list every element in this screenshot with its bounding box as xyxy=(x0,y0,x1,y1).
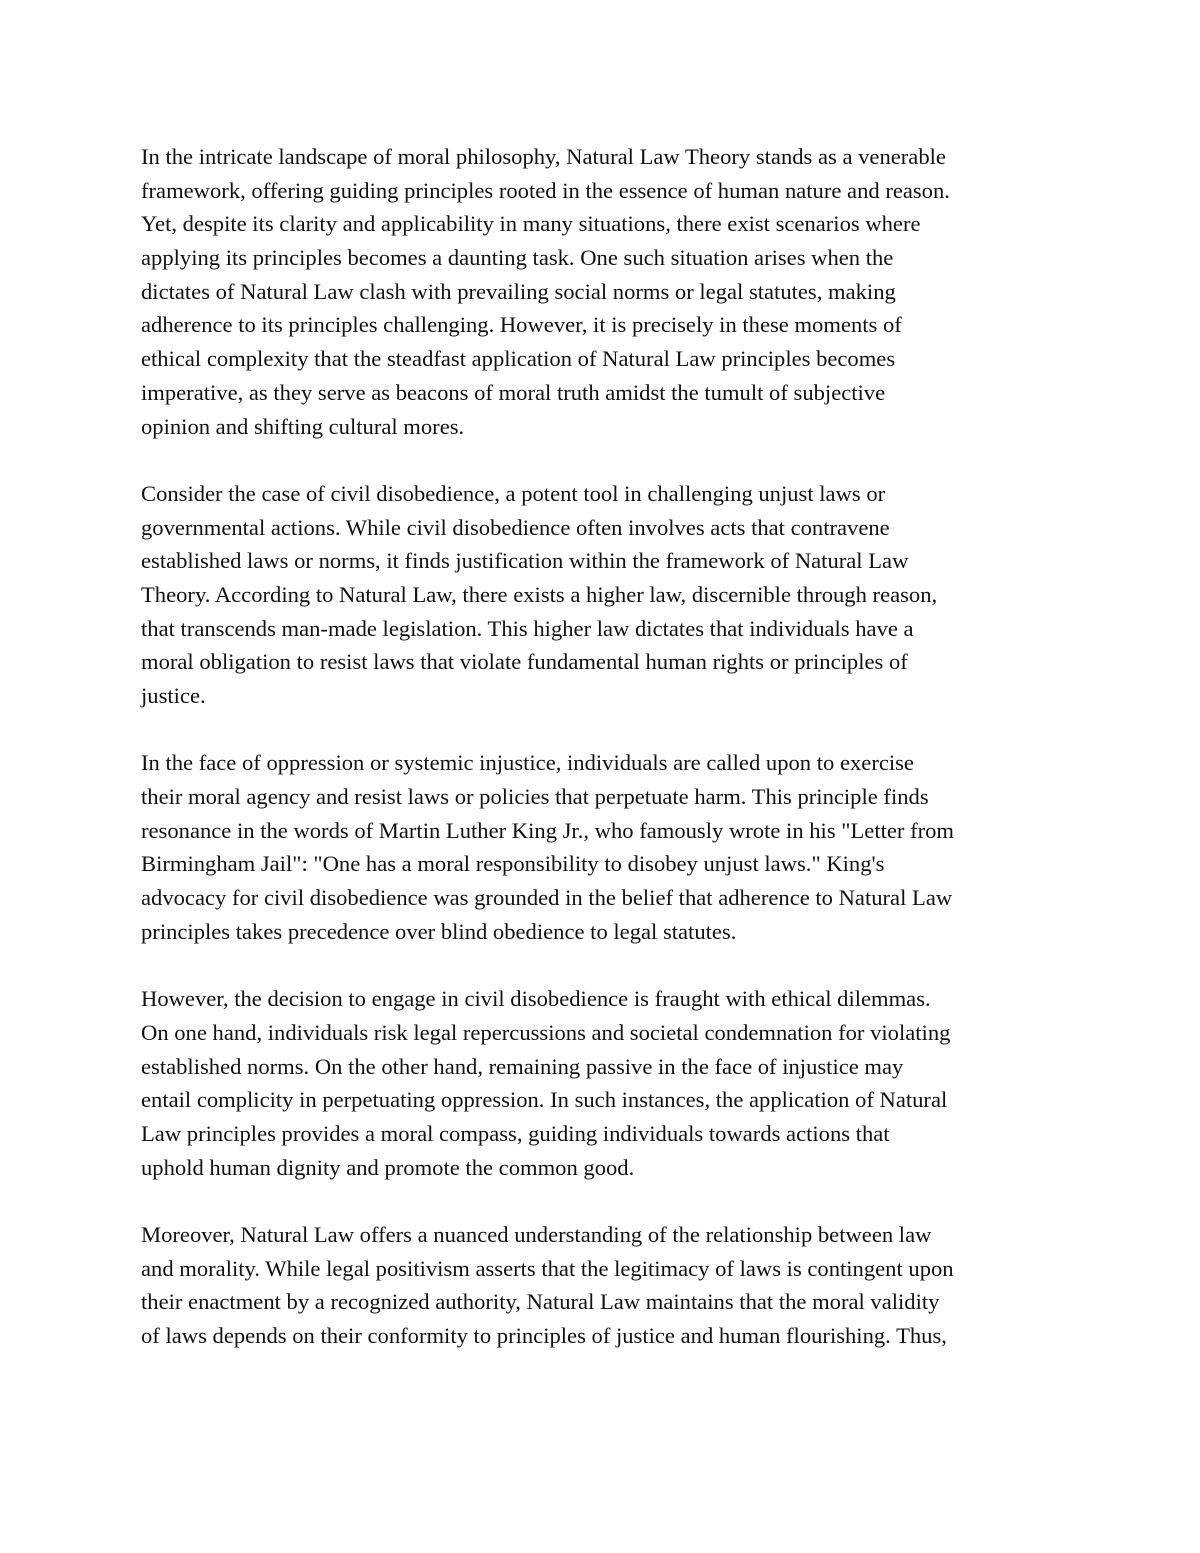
text-line: In the intricate landscape of moral philosophy, Natural Law Theory stands as a venerable xyxy=(141,144,946,169)
text-line: However, the decision to engage in civil disobedience is fraught with ethical dilemmas. xyxy=(141,986,931,1012)
paragraph-2 xyxy=(141,477,1071,713)
text-line: their enactment by a recognized authority, Natural Law maintains that the moral validity xyxy=(141,1289,940,1315)
text-line: established norms. On the other hand, remaining passive in the face of injustice may xyxy=(141,1053,904,1079)
paragraph-gap xyxy=(141,713,1071,747)
paragraph-3 xyxy=(141,746,1071,948)
paragraph-gap xyxy=(141,443,1071,477)
text-line: their moral agency and resist laws or policies that perpetuate harm. This principle finds xyxy=(141,784,929,810)
text-line: resonance in the words of Martin Luther King Jr., who famously wrote in his "Letter from xyxy=(141,817,954,843)
text-line: governmental actions. While civil disobedience often involves acts that contravene xyxy=(141,514,890,540)
paragraph-gap xyxy=(141,1184,1071,1218)
text-line: adherence to its principles challenging. However, it is precisely in these moments of xyxy=(141,312,902,338)
document-body xyxy=(141,140,1071,1353)
paragraph-4 xyxy=(141,982,1071,1184)
text-line: that transcends man-made legislation. This higher law dictates that individuals have a xyxy=(141,615,914,641)
text-line: In the face of oppression or systemic injustice, individuals are called upon to exercise xyxy=(141,750,914,776)
text-line: Birmingham Jail": "One has a moral responsibility to disobey unjust laws." King's xyxy=(141,851,885,877)
text-line: applying its principles becomes a daunting task. One such situation arises when the xyxy=(141,245,894,271)
text-line: entail complicity in perpetuating oppression. In such instances, the application of Natural xyxy=(141,1087,948,1113)
text-line: moral obligation to resist laws that violate fundamental human rights or principles of xyxy=(141,649,908,675)
text-line: imperative, as they serve as beacons of moral truth amidst the tumult of subjective xyxy=(141,379,886,405)
paragraph-5 xyxy=(141,1218,1071,1353)
text-line: Law principles provides a moral compass, guiding individuals towards actions that xyxy=(141,1120,890,1146)
text-line: On one hand, individuals risk legal repercussions and societal condemnation for violating xyxy=(141,1019,951,1045)
text-line: established laws or norms, it finds justification within the framework of Natural Law xyxy=(141,548,909,574)
text-line: framework, offering guiding principles rooted in the essence of human nature and reason. xyxy=(141,177,950,203)
text-line: uphold human dignity and promote the common good. xyxy=(141,1154,635,1180)
text-line: dictates of Natural Law clash with prevailing social norms or legal statutes, making xyxy=(141,278,896,304)
text-line: and morality. While legal positivism asserts that the legitimacy of laws is contingent upon xyxy=(141,1255,954,1281)
text-line: Moreover, Natural Law offers a nuanced understanding of the relationship between law xyxy=(141,1222,932,1247)
paragraph-gap xyxy=(141,949,1071,983)
text-line: ethical complexity that the steadfast application of Natural Law principles becomes xyxy=(141,346,896,372)
text-line: Theory. According to Natural Law, there exists a higher law, discernible through reason, xyxy=(141,581,938,607)
text-line: Yet, despite its clarity and applicability in many situations, there exist scenarios where xyxy=(141,211,921,237)
text-line: principles takes precedence over blind obedience to legal statutes. xyxy=(141,918,737,944)
text-line: of laws depends on their conformity to principles of justice and human flourishing. Thus, xyxy=(141,1323,947,1349)
text-line: opinion and shifting cultural mores. xyxy=(141,413,465,439)
text-line: justice. xyxy=(141,683,206,708)
paragraph-1 xyxy=(141,140,1071,443)
text-line: Consider the case of civil disobedience, a potent tool in challenging unjust laws or xyxy=(141,480,886,506)
text-line: advocacy for civil disobedience was grounded in the belief that adherence to Natural Law xyxy=(141,885,953,911)
